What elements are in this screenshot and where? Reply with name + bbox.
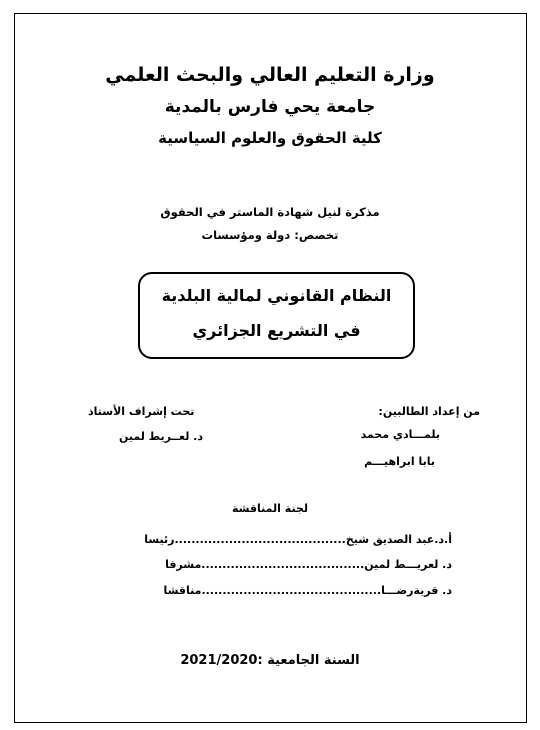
page-border (14, 13, 527, 723)
committee-member-3: د. قريةرضـــا...........................................مناقشا (163, 584, 452, 597)
degree-text: مذكرة لنيل شهادة الماستر في الحقوق (160, 205, 380, 219)
faculty-name: كلية الحقوق والعلوم السياسية (158, 129, 382, 147)
specialty-text: تخصص: دولة ومؤسسات (201, 228, 339, 242)
student-name-1: بلمـــادي محمد (360, 428, 440, 441)
students-heading: من إعداد الطالبين: (378, 405, 480, 418)
supervisor-heading: تحت إشراف الأستاذ (88, 405, 195, 418)
thesis-title-box (138, 272, 415, 359)
committee-heading: لجنة المناقشة (231, 502, 308, 515)
committee-member-1: أ.د.عبد الصديق شيخ.........................................رئيسا (144, 533, 452, 546)
ministry-title: وزارة التعليم العالي والبحث العلمي (105, 64, 435, 86)
student-name-2: بابا ابراهيـــم (364, 455, 435, 468)
university-name: جامعة يحي فارس بالمدية (164, 97, 376, 117)
thesis-title-line2: في التشريع الجزائري (192, 321, 361, 340)
supervisor-name: د. لعــريط لمين (119, 430, 203, 443)
academic-year: السنة الجامعية :2021/2020 (180, 653, 360, 668)
thesis-title-line1: النظام القانوني لمالية البلدية (161, 286, 392, 305)
committee-member-2: د. لعريـــط لمين.......................................مشرفا (165, 558, 452, 571)
